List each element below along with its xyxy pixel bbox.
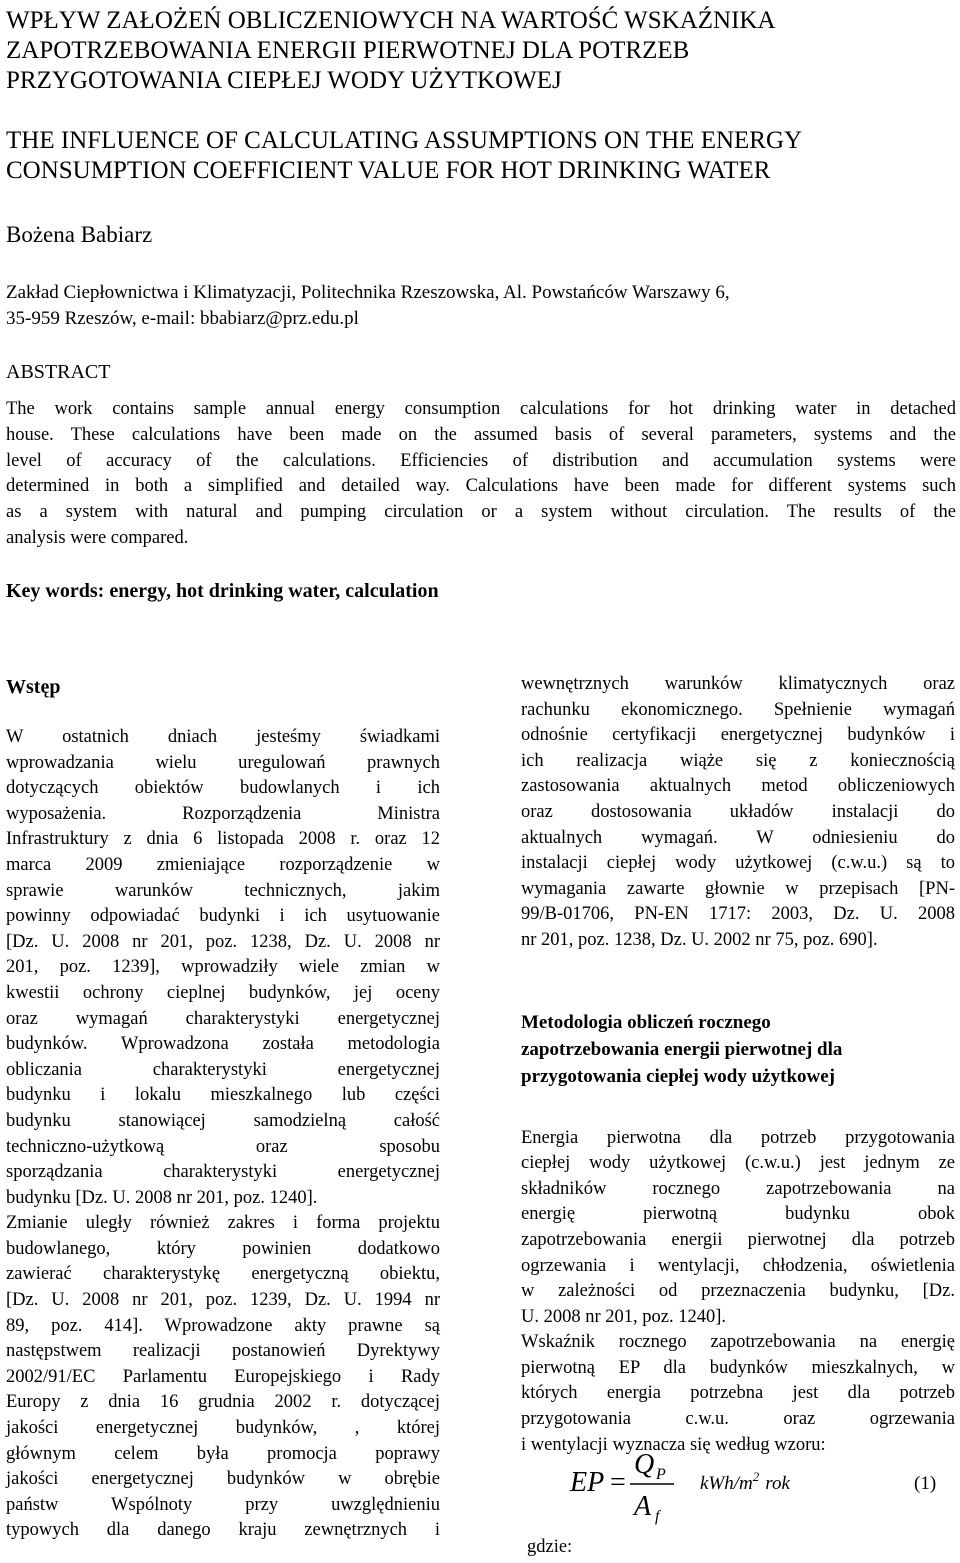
equation-unit-suffix: rok (765, 1473, 790, 1494)
text-line: składników rocznego zapotrzebowania na (521, 1178, 955, 1199)
text-line: [Dz. U. 2008 nr 201, poz. 1238, Dz. U. 2008 nr (6, 931, 440, 952)
abstract-heading: ABSTRACT (6, 361, 111, 383)
text-line: w zależności od przeznaczenia budynku, [Dz. (521, 1281, 955, 1302)
equation-lhs: EP (570, 1467, 605, 1498)
text-line: budowlanego, który powinien dodatkowo (6, 1238, 440, 1259)
text-line: U. 2008 nr 201, poz. 1240]. (521, 1306, 727, 1327)
text-line: Infrastruktury z dnia 6 listopada 2008 r. oraz 12 (6, 829, 440, 850)
text-line: W ostatnich dniach jesteśmy świadkami (6, 727, 440, 747)
text-line: budynku stanowiącej samodzielną całość (6, 1110, 440, 1131)
abstract-line: determined in both a simplified and detailed way. Calculations have been made for different systems such (6, 476, 956, 497)
equation-equals: = (610, 1467, 626, 1498)
equation-unit (700, 1469, 790, 1494)
text-line: sporządzania charakterystyki energetycznej (6, 1162, 440, 1183)
text-line: odnośnie certyfikacji energetycznej budynków i (521, 725, 955, 746)
text-line: techniczno-użytkową oraz sposobu (6, 1136, 440, 1157)
right-column-paragraph-1 (521, 1126, 955, 1331)
text-line: wyposażenia. Rozporządzenia Ministra (6, 803, 440, 824)
where-label: gdzie: (527, 1537, 573, 1557)
right-column-paragraph-2 (521, 1330, 955, 1458)
keywords: Key words: energy, hot drinking water, calculation (6, 580, 439, 602)
text-line: ich realizacja wiąże się z koniecznością (521, 750, 955, 771)
text-line: dotyczących obiektów budowlanych i ich (6, 778, 440, 799)
title-english (6, 126, 954, 186)
section-heading-metodologia (521, 1009, 955, 1090)
text-line: typowych dla danego kraju zewnętrznych i (6, 1520, 440, 1541)
section-heading-line: przygotowania ciepłej wody użytkowej (521, 1065, 835, 1087)
author-name: Bożena Babiarz (6, 222, 153, 247)
title-polish-line: ZAPOTRZEBOWANIA ENERGII PIERWOTNEJ DLA POTRZEB (6, 37, 690, 64)
text-line: aktualnych wymagań. W odniesieniu do (521, 827, 955, 848)
text-line: przygotowania c.w.u. oraz ogrzewania (521, 1409, 955, 1430)
text-line: nr 201, poz. 1238, Dz. U. 2002 nr 75, poz. 690]. (521, 929, 878, 950)
text-line: 2002/91/EC Parlamentu Europejskiego i Rady (6, 1366, 440, 1387)
text-line: sprawie warunków technicznych, jakim (6, 880, 440, 901)
text-line: energię pierwotną budynku obok (521, 1204, 955, 1225)
affiliation-line: Zakład Ciepłownictwa i Klimatyzacji, Politechnika Rzeszowska, Al. Powstańców Warszawy 6, (6, 282, 730, 303)
title-polish (6, 6, 954, 96)
text-line: Europy z dnia 16 grudnia 2002 r. dotyczącej (6, 1392, 440, 1413)
equation-number: (1) (914, 1473, 937, 1494)
text-line: obliczania charakterystyki energetycznej (6, 1059, 440, 1080)
text-line: 89, poz. 414]. Wprowadzone akty prawne są (6, 1315, 440, 1336)
text-line: Wskaźnik rocznego zapotrzebowania na energię (521, 1332, 955, 1353)
text-line: budynku [Dz. U. 2008 nr 201, poz. 1240]. (6, 1187, 318, 1208)
abstract-line: house. These calculations have been made on the assumed basis of several parameters, systems and the (6, 424, 956, 445)
title-polish-line: WPŁYW ZAŁOŻEŃ OBLICZENIOWYCH NA WARTOŚĆ WSKAŹNIKA (6, 7, 776, 34)
text-line: ciepłej wody użytkowej (c.w.u.) jest jednym ze (521, 1153, 955, 1174)
text-line: rachunku ekonomicznego. Spełnienie wymagań (521, 699, 955, 720)
text-line: 99/B-01706, PN-EN 1717: 2003, Dz. U. 2008 (521, 904, 955, 925)
left-column (6, 672, 440, 1544)
text-line: budynku i lokalu mieszkalnego lub części (6, 1085, 440, 1106)
left-column-body (6, 725, 440, 1544)
abstract-line: The work contains sample annual energy consumption calculations for hot drinking water in detached (6, 399, 956, 419)
text-line: następstwem realizacji postanowień Dyrektywy (6, 1341, 440, 1362)
text-line: oraz dostosowania układów instalacji do (521, 801, 955, 822)
text-line: budynków. Wprowadzona została metodologia (6, 1034, 440, 1055)
equation-unit-prefix: kWh/m (700, 1473, 753, 1494)
text-line: których energia potrzebna jest dla potrzeb (521, 1383, 955, 1404)
abstract-line: as a system with natural and pumping circulation or a system without circulation. The results of the (6, 502, 956, 523)
affiliation (6, 280, 954, 332)
text-line: państw Wspólnoty przy uwzględnieniu (6, 1494, 440, 1515)
text-line: Zmianie uległy również zakres i forma projektu (6, 1213, 440, 1234)
abstract-body (6, 397, 956, 552)
title-english-line: CONSUMPTION COEFFICIENT VALUE FOR HOT DRINKING WATER (6, 157, 771, 184)
text-line: powinny odpowiadać budynki i ich usytuowanie (6, 906, 440, 927)
text-line: ogrzewania i wentylacji, chłodzenia, oświetlenia (521, 1255, 955, 1276)
text-line: wprowadzania wielu uregulowań prawnych (6, 752, 440, 773)
right-column (521, 672, 955, 1458)
text-line: [Dz. U. 2008 nr 201, poz. 1239, Dz. U. 1994 nr (6, 1290, 440, 1311)
equation-1 (566, 1443, 946, 1533)
text-line: oraz wymagań charakterystyki energetycznej (6, 1008, 440, 1029)
equation-denominator: A (634, 1491, 652, 1522)
abstract-line: level of accuracy of the calculations. Efficiencies of distribution and accumulation systems were (6, 450, 956, 471)
text-line: wewnętrznych warunków klimatycznych oraz (521, 674, 955, 694)
text-line: jakości energetycznej budynków, , której (6, 1418, 440, 1439)
equation-unit-exponent: 2 (752, 1469, 760, 1484)
text-line: marca 2009 zmieniające rozporządzenie w (6, 854, 440, 875)
text-line: 201, poz. 1239], wprowadziły wiele zmian w (6, 957, 440, 978)
text-line: kwestii ochrony cieplnej budynków, jej oceny (6, 982, 440, 1003)
right-column-intro (521, 672, 955, 954)
equation-numerator-sub: P (656, 1466, 666, 1483)
title-english-line: THE INFLUENCE OF CALCULATING ASSUMPTIONS ON THE ENERGY (6, 127, 803, 154)
text-line: jakości energetycznej budynków w obrębie (6, 1469, 440, 1490)
text-line: zawierać charakterystykę energetyczną obiektu, (6, 1264, 440, 1285)
text-line: Energia pierwotna dla potrzeb przygotowania (521, 1127, 955, 1148)
equation-numerator: Q (634, 1449, 655, 1480)
equation-denominator-sub: f (655, 1508, 660, 1525)
section-heading-wstep: Wstęp (6, 676, 61, 698)
section-heading-line: Metodologia obliczeń rocznego (521, 1011, 771, 1033)
text-line: zapotrzebowania energii pierwotnej dla potrzeb (521, 1229, 955, 1250)
section-heading-line: zapotrzebowania energii pierwotnej dla (521, 1038, 843, 1060)
abstract-line: analysis were compared. (6, 527, 189, 548)
title-polish-line: PRZYGOTOWANIA CIEPŁEJ WODY UŻYTKOWEJ (6, 67, 562, 94)
text-line: głównym celem była promocja poprawy (6, 1443, 440, 1464)
text-line: wymagania zawarte głownie w przepisach [PN- (521, 878, 955, 899)
text-line: pierwotną EP dla budynków mieszkalnych, w (521, 1357, 955, 1378)
affiliation-line: 35-959 Rzeszów, e-mail: bbabiarz@prz.edu.pl (6, 308, 359, 329)
text-line: zastosowania aktualnych metod obliczeniowych (521, 776, 955, 797)
text-line: i wentylacji wyznacza się według wzoru: (521, 1434, 826, 1455)
text-line: instalacji ciepłej wody użytkowej (c.w.u.) są to (521, 853, 955, 874)
